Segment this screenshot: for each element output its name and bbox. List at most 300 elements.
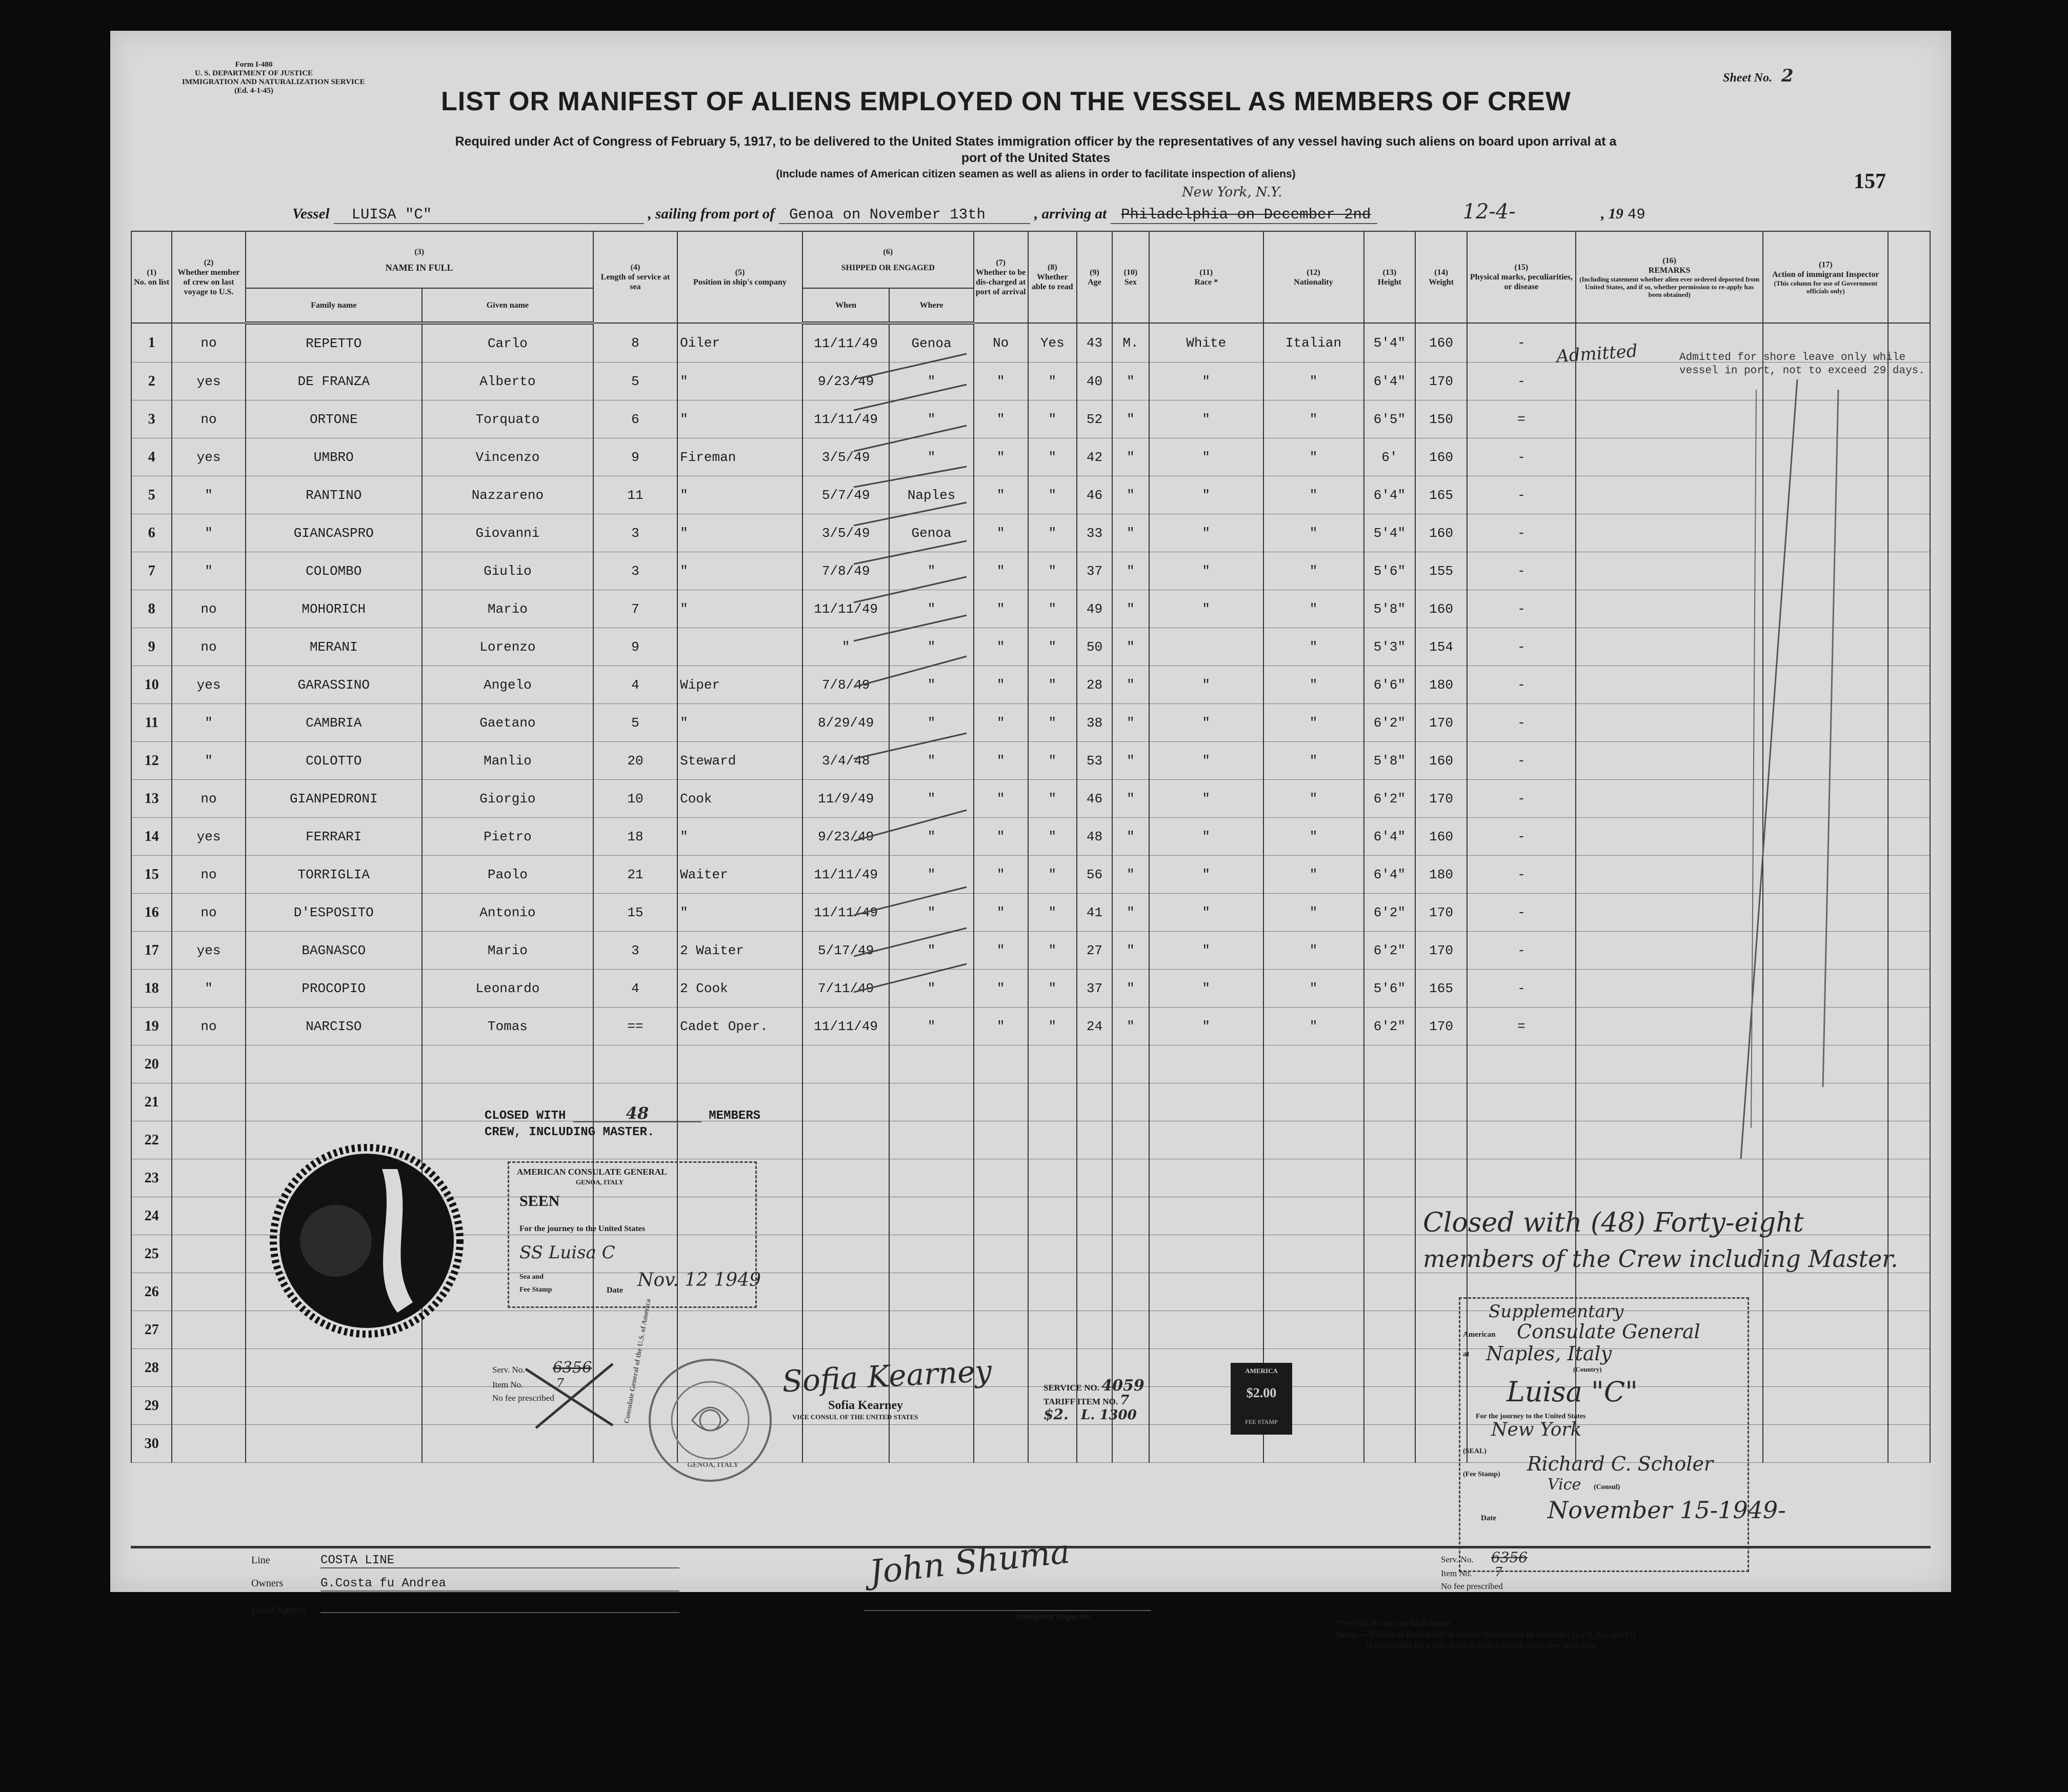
cell-nationality: "	[1263, 780, 1364, 818]
subtitle-line: Required under Act of Congress of February 5, 1917, to be delivered to the United States immigration officer by the representatives of any vessel having such aliens on board upon arrival at a	[455, 134, 1617, 149]
row-number: 2	[131, 363, 172, 400]
cell-age: 43	[1077, 323, 1112, 363]
service-block: SERVICE NO. 4059 TARIFF ITEM NO. 7 $2. L. 1300	[1043, 1377, 1145, 1423]
cell-height: 6'2"	[1364, 1008, 1416, 1045]
closing-line2: CREW, INCLUDING MASTER.	[485, 1125, 655, 1139]
cell-sex: "	[1112, 438, 1149, 476]
fee-value: $2.	[1043, 1406, 1069, 1423]
cell-age: 42	[1077, 438, 1112, 476]
cell-where: "	[889, 894, 973, 932]
cell-where: "	[889, 970, 973, 1008]
cell-sex: "	[1112, 894, 1149, 932]
row-number: 17	[131, 932, 172, 970]
row-number: 3	[131, 400, 172, 438]
cell-position	[677, 1045, 802, 1083]
cell-sex	[1112, 1425, 1149, 1463]
cell-prev	[172, 1197, 245, 1235]
cell-when: 11/11/49	[802, 323, 890, 363]
cell-height	[1364, 1159, 1416, 1197]
cell-nationality	[1263, 1159, 1364, 1197]
cell-age: 37	[1077, 970, 1112, 1008]
cell-where: "	[889, 400, 973, 438]
cell-discharged: "	[974, 894, 1028, 932]
cell-blank	[1888, 400, 1930, 438]
owners-value: G.Costa fu Andrea	[320, 1577, 679, 1592]
row-number: 23	[131, 1159, 172, 1197]
cell-height: 6'2"	[1364, 932, 1416, 970]
cell-height: 6'2"	[1364, 780, 1416, 818]
cell-marks: -	[1467, 666, 1576, 704]
cell-where: "	[889, 1008, 973, 1045]
cell-weight: 160	[1415, 590, 1467, 628]
sheet-value: 2	[1781, 66, 1794, 86]
cell-discharged: No	[974, 323, 1028, 363]
cell-family	[246, 1083, 422, 1121]
cell-family: TORRIGLIA	[246, 856, 422, 894]
cell-nationality	[1263, 1121, 1364, 1159]
cell-marks: -	[1467, 932, 1576, 970]
row-number: 18	[131, 970, 172, 1008]
cell-service: 5	[593, 704, 677, 742]
cell-marks: -	[1467, 590, 1576, 628]
cell-nationality: "	[1263, 552, 1364, 590]
cell-weight: 180	[1415, 666, 1467, 704]
cell-prev: no	[172, 894, 245, 932]
cell-discharged	[974, 1159, 1028, 1197]
cell-weight: 170	[1415, 932, 1467, 970]
cell-service: 3	[593, 552, 677, 590]
sheet-number	[1723, 66, 1794, 86]
fee-suffix: L. 1300	[1080, 1407, 1137, 1423]
row-number: 8	[131, 590, 172, 628]
cell-position: "	[677, 552, 802, 590]
cell-weight	[1415, 1121, 1467, 1159]
cell-read: Yes	[1028, 323, 1077, 363]
cell-weight: 160	[1415, 323, 1467, 363]
cell-when: 8/29/49	[802, 704, 890, 742]
cell-read: "	[1028, 932, 1077, 970]
cell-when: 9/23/49	[802, 363, 890, 400]
cell-action	[1763, 1387, 1888, 1425]
cell-nationality: "	[1263, 666, 1364, 704]
cell-race: "	[1149, 514, 1263, 552]
cell-read: "	[1028, 818, 1077, 856]
note-line-1: Closed with (48) Forty-eight	[1423, 1207, 1804, 1238]
cell-family: PROCOPIO	[246, 970, 422, 1008]
cell-read: "	[1028, 438, 1077, 476]
row-number: 10	[131, 666, 172, 704]
cell-height: 6'4"	[1364, 856, 1416, 894]
form-id-block	[182, 61, 365, 95]
cell-where: "	[889, 590, 973, 628]
cell-blank	[1888, 628, 1930, 666]
cell-prev	[172, 1349, 245, 1387]
cell-read	[1028, 1045, 1077, 1083]
serv-block-2: Serv. No. 6356 Item No. 7 No fee prescribed	[1441, 1549, 1528, 1591]
note-line-2: members of the Crew including Master.	[1423, 1245, 1898, 1273]
cell-service: 4	[593, 666, 677, 704]
cell-prev	[172, 1083, 245, 1121]
cell-where: "	[889, 818, 973, 856]
cell-age: 38	[1077, 704, 1112, 742]
cell-weight: 170	[1415, 894, 1467, 932]
cell-family: MOHORICH	[246, 590, 422, 628]
cell-discharged: "	[974, 628, 1028, 666]
cell-prev: no	[172, 1008, 245, 1045]
consul-title: VICE CONSUL OF THE UNITED STATES	[792, 1413, 918, 1421]
cell-where	[889, 1425, 973, 1463]
cell-family	[246, 1349, 422, 1387]
cell-marks	[1467, 1045, 1576, 1083]
row-number: 1	[131, 323, 172, 363]
row-number: 24	[131, 1197, 172, 1235]
cell-age: 49	[1077, 590, 1112, 628]
col-family-name: Family name	[246, 288, 422, 323]
cell-blank	[1888, 970, 1930, 1008]
cell-marks	[1467, 1083, 1576, 1121]
row-number: 6	[131, 514, 172, 552]
cell-marks: -	[1467, 514, 1576, 552]
sailing-value: Genoa on November 13th	[779, 206, 1030, 224]
cell-height	[1364, 1425, 1416, 1463]
cell-discharged	[974, 1121, 1028, 1159]
cell-family: GIANCASPRO	[246, 514, 422, 552]
cell-race: "	[1149, 970, 1263, 1008]
cell-given: Gaetano	[422, 704, 593, 742]
row-number: 15	[131, 856, 172, 894]
cell-race	[1149, 1045, 1263, 1083]
consulate-seen-stamp	[508, 1161, 761, 1308]
cell-position: Steward	[677, 742, 802, 780]
cell-when: 7/8/49	[802, 552, 890, 590]
supp-label: Supplementary	[1489, 1301, 1624, 1322]
cell-height	[1364, 1045, 1416, 1083]
cell-nationality	[1263, 1197, 1364, 1235]
cell-family: GIANPEDRONI	[246, 780, 422, 818]
cell-given: Giovanni	[422, 514, 593, 552]
cell-marks: -	[1467, 476, 1576, 514]
supp-date-value: November 15-1949-	[1548, 1496, 1786, 1524]
cell-when	[802, 1425, 890, 1463]
cell-blank	[1888, 1425, 1930, 1463]
cell-when	[802, 1311, 890, 1349]
fee-stamp-top: AMERICA	[1245, 1367, 1278, 1375]
cell-height	[1364, 1235, 1416, 1273]
supplementary-stamp	[1459, 1297, 1786, 1572]
cell-nationality: "	[1263, 590, 1364, 628]
col-when: When	[802, 288, 890, 323]
cell-age: 40	[1077, 363, 1112, 400]
cell-prev: yes	[172, 438, 245, 476]
cell-height	[1364, 1083, 1416, 1121]
cell-age: 46	[1077, 780, 1112, 818]
cell-marks	[1467, 1121, 1576, 1159]
service-no: 4059	[1101, 1377, 1145, 1395]
cell-given: Paolo	[422, 856, 593, 894]
row-number: 30	[131, 1425, 172, 1463]
cell-family: COLOTTO	[246, 742, 422, 780]
cell-age	[1077, 1273, 1112, 1311]
cell-given	[422, 1045, 593, 1083]
cell-family: RANTINO	[246, 476, 422, 514]
cell-service: 10	[593, 780, 677, 818]
cell-when: 9/23/49	[802, 818, 890, 856]
cell-service: 4	[593, 970, 677, 1008]
cell-marks: -	[1467, 363, 1576, 400]
cell-sex: "	[1112, 780, 1149, 818]
cell-family	[246, 1045, 422, 1083]
cell-prev: yes	[172, 818, 245, 856]
cell-discharged: "	[974, 856, 1028, 894]
cell-given: Carlo	[422, 323, 593, 363]
supp-seal-label: (SEAL)	[1463, 1447, 1487, 1455]
cell-when: 11/11/49	[802, 400, 890, 438]
cell-position	[677, 628, 802, 666]
tariff-no: 7	[1120, 1393, 1130, 1408]
cell-read: "	[1028, 666, 1077, 704]
cell-read	[1028, 1197, 1077, 1235]
cell-weight: 170	[1415, 780, 1467, 818]
cell-discharged	[974, 1197, 1028, 1235]
cell-sex	[1112, 1235, 1149, 1273]
cell-age: 52	[1077, 400, 1112, 438]
cell-sex: "	[1112, 552, 1149, 590]
cell-family: COLOMBO	[246, 552, 422, 590]
cell-height: 6'2"	[1364, 894, 1416, 932]
cell-family: CAMBRIA	[246, 704, 422, 742]
cell-family	[246, 1387, 422, 1425]
cell-position: Waiter	[677, 856, 802, 894]
cell-race: "	[1149, 476, 1263, 514]
cell-given: Lorenzo	[422, 628, 593, 666]
cell-position: 2 Cook	[677, 970, 802, 1008]
col-sex: (10) Sex	[1112, 231, 1149, 323]
cell-given: Leonardo	[422, 970, 593, 1008]
department: U. S. DEPARTMENT OF JUSTICE	[194, 69, 313, 77]
cell-height: 6'4"	[1364, 476, 1416, 514]
cell-read: "	[1028, 552, 1077, 590]
handwritten-closing-note	[1423, 1205, 1898, 1277]
cell-family: NARCISO	[246, 1008, 422, 1045]
cell-family: ORTONE	[246, 400, 422, 438]
cell-race: "	[1149, 856, 1263, 894]
cell-marks	[1467, 1159, 1576, 1197]
cell-weight	[1415, 1159, 1467, 1197]
cell-where: "	[889, 932, 973, 970]
cell-when	[802, 1197, 890, 1235]
cell-prev: no	[172, 628, 245, 666]
cell-position: "	[677, 400, 802, 438]
cell-sex	[1112, 1197, 1149, 1235]
cell-marks: -	[1467, 552, 1576, 590]
inspector-signature: John Shuma	[868, 1533, 1072, 1592]
cell-nationality	[1263, 1045, 1364, 1083]
fee-stamp-bottom: FEE STAMP	[1245, 1418, 1278, 1425]
col-shipped: (6) SHIPPED OR ENGAGED	[802, 231, 974, 288]
sheet-label: Sheet No.	[1723, 71, 1772, 85]
cell-weight: 160	[1415, 438, 1467, 476]
cell-weight: 170	[1415, 704, 1467, 742]
cell-prev	[172, 1387, 245, 1425]
row-number: 7	[131, 552, 172, 590]
cell-prev: yes	[172, 932, 245, 970]
cell-race	[1149, 1311, 1263, 1349]
cell-blank	[1888, 590, 1930, 628]
cell-race: "	[1149, 704, 1263, 742]
cell-where: "	[889, 438, 973, 476]
cell-service: 9	[593, 438, 677, 476]
cell-age	[1077, 1159, 1112, 1197]
cell-race: "	[1149, 780, 1263, 818]
cell-height: 5'3"	[1364, 628, 1416, 666]
cell-marks: -	[1467, 742, 1576, 780]
cell-given: Torquato	[422, 400, 593, 438]
cell-sex: "	[1112, 856, 1149, 894]
cell-weight: 170	[1415, 1008, 1467, 1045]
cell-nationality	[1263, 1083, 1364, 1121]
cell-height	[1364, 1311, 1416, 1349]
cell-weight: 155	[1415, 552, 1467, 590]
item-no-2: 7	[1494, 1565, 1502, 1579]
cell-position	[677, 1311, 802, 1349]
cell-where	[889, 1159, 973, 1197]
cell-blank	[1888, 514, 1930, 552]
cell-sex: "	[1112, 818, 1149, 856]
cell-marks: =	[1467, 400, 1576, 438]
cell-when: 11/11/49	[802, 894, 890, 932]
cell-position: Wiper	[677, 666, 802, 704]
cell-race: "	[1149, 400, 1263, 438]
cell-discharged	[974, 1387, 1028, 1425]
cell-where: Naples	[889, 476, 973, 514]
col-name: (3) NAME IN FULL	[246, 231, 593, 288]
cell-family: BAGNASCO	[246, 932, 422, 970]
ribbon-seal	[259, 1138, 474, 1343]
cell-marks: -	[1467, 628, 1576, 666]
cell-service: 20	[593, 742, 677, 780]
cell-blank	[1888, 894, 1930, 932]
cell-family	[246, 1425, 422, 1463]
cell-discharged: "	[974, 514, 1028, 552]
manifest-sheet	[110, 31, 1951, 1650]
cell-sex	[1112, 1121, 1149, 1159]
cell-given: Tomas	[422, 1008, 593, 1045]
cell-discharged: "	[974, 400, 1028, 438]
cell-race: "	[1149, 818, 1263, 856]
cell-prev: no	[172, 590, 245, 628]
cell-height	[1364, 1197, 1416, 1235]
page-number: 157	[1854, 170, 1886, 193]
serv-no-2: 6356	[1491, 1549, 1528, 1566]
cell-family: GARASSINO	[246, 666, 422, 704]
subtitle-block	[259, 133, 1813, 183]
cell-blank	[1888, 438, 1930, 476]
supp-journey-label: For the journey to the United States	[1476, 1413, 1586, 1420]
cell-where: "	[889, 666, 973, 704]
cell-discharged	[974, 1083, 1028, 1121]
cell-race	[1149, 1197, 1263, 1235]
supp-consul-label: (Consul)	[1594, 1483, 1620, 1491]
cell-where	[889, 1235, 973, 1273]
footer-agents-field: Local Agents	[251, 1600, 679, 1616]
cell-blank	[1888, 704, 1930, 742]
cell-marks: -	[1467, 780, 1576, 818]
cell-when: 11/11/49	[802, 590, 890, 628]
row-number: 22	[131, 1121, 172, 1159]
cell-prev: "	[172, 704, 245, 742]
cell-read: "	[1028, 704, 1077, 742]
cell-discharged: "	[974, 932, 1028, 970]
cell-prev	[172, 1311, 245, 1349]
cell-read: "	[1028, 1008, 1077, 1045]
year-label: , 19	[1601, 206, 1623, 222]
cell-age: 33	[1077, 514, 1112, 552]
vessel-line	[292, 200, 1897, 223]
cell-blank	[1888, 856, 1930, 894]
row-number: 21	[131, 1083, 172, 1121]
cell-prev	[172, 1121, 245, 1159]
supp-american-label: American	[1463, 1331, 1496, 1339]
cell-age: 37	[1077, 552, 1112, 590]
line-value: COSTA LINE	[320, 1554, 679, 1568]
cell-read: "	[1028, 590, 1077, 628]
cell-age: 41	[1077, 894, 1112, 932]
cell-age	[1077, 1425, 1112, 1463]
cell-height	[1364, 1387, 1416, 1425]
cell-where: Genoa	[889, 514, 973, 552]
cell-read	[1028, 1425, 1077, 1463]
cell-prev	[172, 1045, 245, 1083]
cell-position: "	[677, 590, 802, 628]
cell-read: "	[1028, 628, 1077, 666]
cell-age	[1077, 1121, 1112, 1159]
cell-read: "	[1028, 514, 1077, 552]
cell-blank	[1888, 742, 1930, 780]
cell-position: "	[677, 363, 802, 400]
cell-given: Manlio	[422, 742, 593, 780]
item-no-1: 7	[556, 1376, 564, 1391]
cell-nationality	[1263, 1311, 1364, 1349]
cell-prev: no	[172, 400, 245, 438]
cell-marks: -	[1467, 818, 1576, 856]
cell-height: 6'6"	[1364, 666, 1416, 704]
cell-family: MERANI	[246, 628, 422, 666]
cell-race	[1149, 628, 1263, 666]
cell-sex: "	[1112, 932, 1149, 970]
row-number: 13	[131, 780, 172, 818]
cell-when: 11/11/49	[802, 1008, 890, 1045]
cross-mark	[520, 1359, 618, 1431]
cell-prev: "	[172, 970, 245, 1008]
row-number: 26	[131, 1273, 172, 1311]
cell-family: FERRARI	[246, 818, 422, 856]
footer-owners-field: Owners G.Costa fu Andrea	[251, 1577, 679, 1592]
cell-position: "	[677, 894, 802, 932]
cell-weight: 165	[1415, 970, 1467, 1008]
col-where: Where	[889, 288, 973, 323]
cell-nationality: "	[1263, 628, 1364, 666]
cell-blank	[1888, 1045, 1930, 1083]
supp-consulate: Consulate General	[1517, 1320, 1700, 1343]
supp-fee-stamp-label: (Fee Stamp)	[1463, 1471, 1500, 1478]
row-number: 27	[131, 1311, 172, 1349]
cell-read: "	[1028, 780, 1077, 818]
remarks-typed-note: Admitted for shore leave only while vessel in port, not to exceed 29 days.	[1679, 352, 1925, 377]
cell-nationality: "	[1263, 970, 1364, 1008]
cell-prev: no	[172, 323, 245, 363]
col-position: (5) Position in ship's company	[677, 231, 802, 323]
cell-sex	[1112, 1273, 1149, 1311]
